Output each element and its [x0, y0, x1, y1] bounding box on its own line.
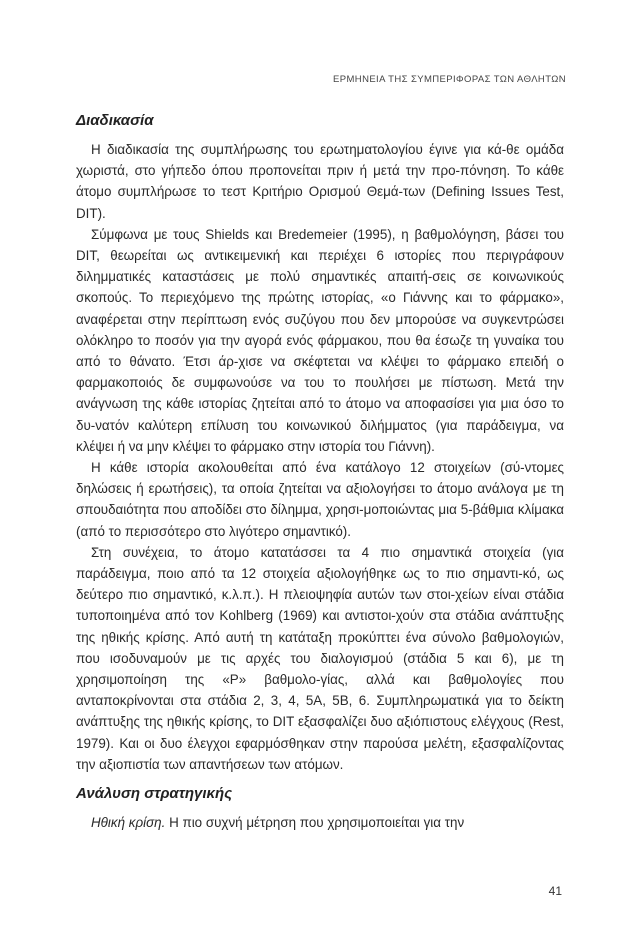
paragraph-1: Η διαδικασία της συμπλήρωσης του ερωτηματολογίου έγινε για κά-θε ομάδα χωριστά, στο γήπεδο όπου προπονείται πριν ή μετά την προ-πόνηση. Το κάθε άτομο συμπλήρωσε το τεστ Κριτήριο Ορισμού Θεμά-των (Defining Issues Test, DIT).: [76, 142, 564, 221]
lead-term: Ηθική κρίση.: [91, 815, 166, 831]
page-number: 41: [548, 884, 562, 898]
paragraph-strategy: [76, 812, 564, 833]
paragraph-3: Η κάθε ιστορία ακολουθείται από ένα κατάλογο 12 στοιχείων (σύ-ντομες δηλώσεις ή ερωτήσεις), τα οποία ζητείται να αξιολογήσει το άτομο ανάλογα με τη σπουδαιότητα που αποδίδει στο δίλημμα, χρησι-μοποιώντας μια 5-βάθμια κλίμακα (από το περισσότερο στο λιγότερο σημαντικό).: [76, 460, 564, 539]
lead-text: Η πιο συχνή μέτρηση που χρησιμοποιείται για την: [165, 815, 465, 831]
section-heading-strategy: Ανάλυση στρατηγικής: [76, 785, 233, 803]
page-body: [76, 112, 564, 833]
paragraph-2: Σύμφωνα με τους Shields και Bredemeier (1995), η βαθμολόγηση, βάσει του DIT, θεωρείται ως αντικειμενική και περιέχει 6 ιστορίες που περιγράφουν διλημματικές καταστάσεις με πολύ σημαντικές απαιτή-σεις σε κοινωνικούς σκοπούς. Το περιεχόμενο της πρώτης ιστορίας, «ο Γιάννης και το φάρμακο», αναφέρεται στην περίπτωση ενός συζύγου που δεν μπορούσε να συγκεντρώσει ολόκληρο το ποσόν για την αγορά ενός φάρμακου, που θα έσωζε τη γυναίκα του από το θάνατο. Έτσι άρ-χισε να σκέφτεται να κλέψει το φάρμακο επειδή ο φαρμακοποιός δε συμφωνούσε να του το πουλήσει με πίστωση. Μετά την ανάγνωση της κάθε ιστορίας ζητείται από το άτομο να αποφασίσει για μια όσο το δυ-νατόν καλύτερη επίλυση του κοινωνικού διλήμματος (για παράδειγμα, να κλέψει ή να μην κλέψει το φάρμακο στην ιστορία του Γιάννη).: [76, 226, 564, 454]
section-heading-procedure: Διαδικασία: [76, 112, 154, 129]
paragraph-4: Στη συνέχεια, το άτομο κατατάσσει τα 4 πιο σημαντικά στοιχεία (για παράδειγμα, ποιο από τα 12 στοιχεία αξιολογήθηκε ως το πιο σημαντι-κό, ως δεύτερο πιο σημαντικό, κ.λ.π.). Η πλειοψηφία αυτών των στοι-χείων είναι στάδια τυποποιημένα από τον Kohlberg (1969) και αντιστοι-χούν στα στάδια ανάπτυξης της ηθικής κρίσης. Από αυτή τη κατάταξη προκύπτει ένα σύνολο βαθμολογιών, που ισοδυναμούν με τις αρχές του διαλογισμού (στάδια 5 και 6), με τη χρησιμοποίηση της «Ρ» βαθμολο-γίας, αλλά και βαθμολογίες που ανταποκρίνονται στα στάδια 2, 3, 4, 5Α, 5Β, 6. Συμπληρωματικά για το δείκτη ανάπτυξης της ηθικής κρίσης, το DIT εξασφαλίζει δυο αξιόπιστους ελέγχους (Rest, 1979). Και οι δυο έλεγχοι εφαρμόσθηκαν στην παρούσα μελέτη, εξασφαλίζοντας την αξιοπιστία των απαντήσεων των ατόμων.: [76, 544, 564, 772]
running-header: ΕΡΜΗΝΕΙΑ ΤΗΣ ΣΥΜΠΕΡΙΦΟΡΑΣ ΤΩΝ ΑΘΛΗΤΩΝ: [333, 74, 566, 85]
